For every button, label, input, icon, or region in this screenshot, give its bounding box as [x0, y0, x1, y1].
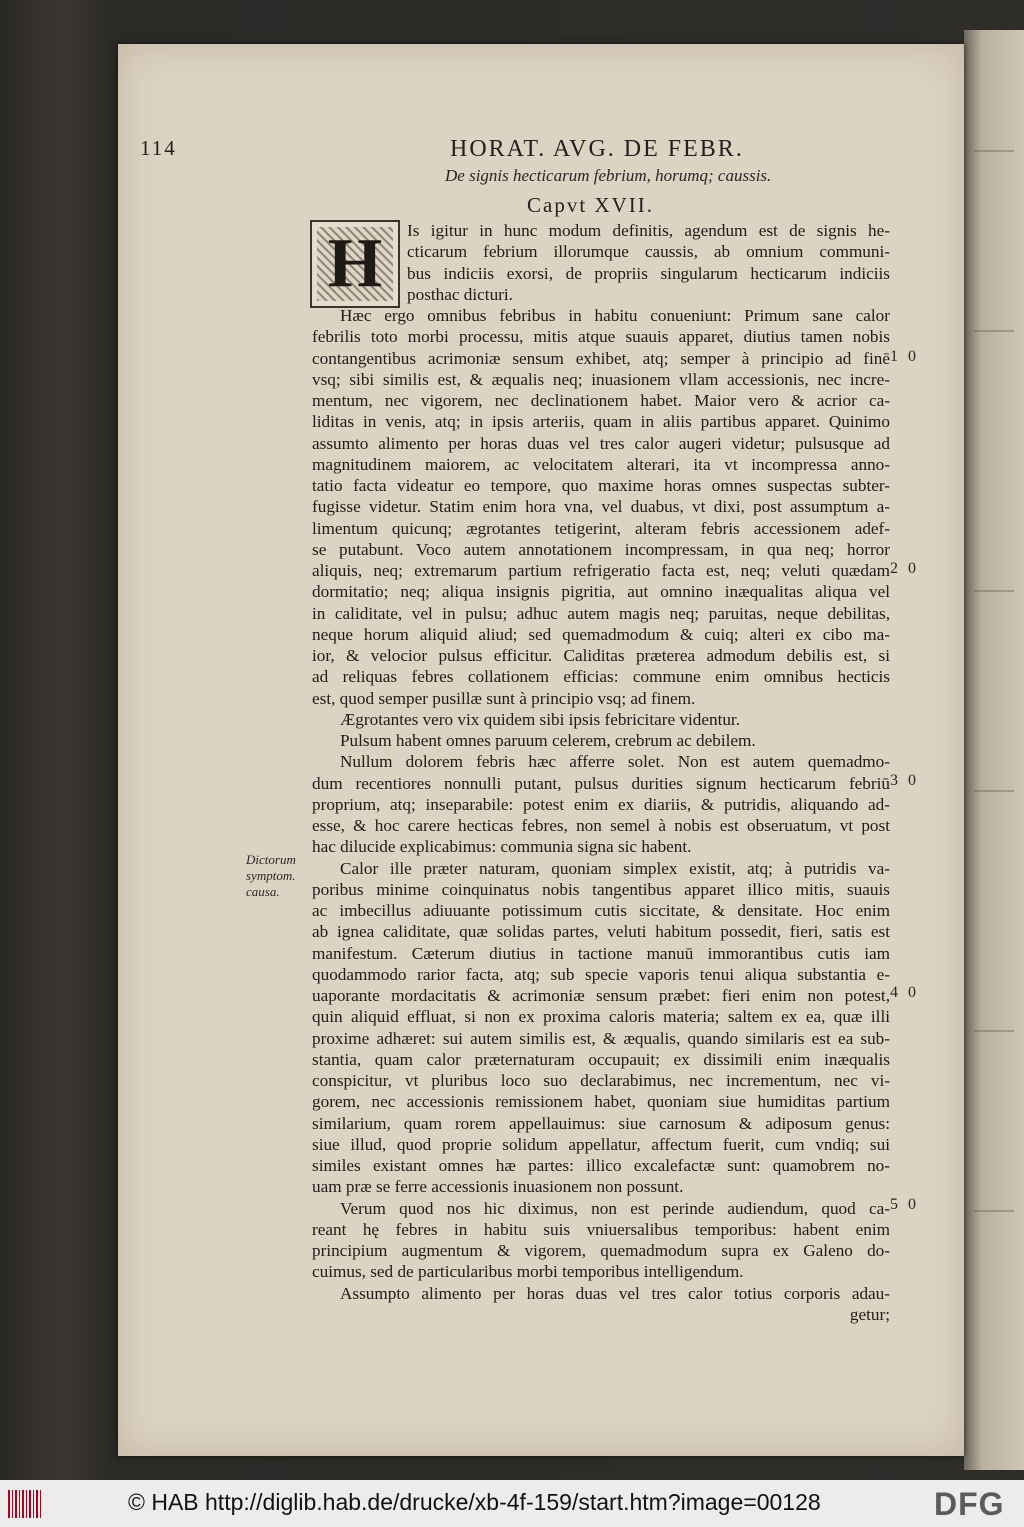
text-line: Calor ille præter naturam, quoniam simplex existit, atq; à putridis va-: [340, 858, 890, 878]
dfg-logo: DFG: [934, 1486, 1005, 1522]
text-line: ad reliquas febres collationem efficias: commune enim omnibus hecticis: [312, 667, 890, 687]
copyright-link[interactable]: © HAB http://diglib.hab.de/drucke/xb-4f-159/start.htm?image=00128: [128, 1489, 821, 1515]
text-line: Ægrotantes vero vix quidem sibi ipsis febricitare videntur.: [340, 709, 741, 729]
margin-side-note: [246, 852, 316, 900]
hab-barcode-icon: [8, 1490, 42, 1518]
text-line: neque horum aliquid aliud; sed quemadmodum & cuiq; alteri ex cibo ma-: [312, 624, 890, 644]
text-line: assumto alimento per horas duas vel tres calor augeri videtur; pulsusque ad: [312, 433, 890, 453]
side-note-line: symptom.: [246, 868, 296, 883]
text-line: similes existant omnes hæ partes: illico excalefactæ sunt: quamobrem no-: [312, 1156, 890, 1175]
text-line: stantia, quam calor præternaturam occupauit; ex dissimili enim inæqualis: [312, 1049, 890, 1069]
text-line: mentum, nec vigorem, nec declinationem habet. Maior vero & acrior ca-: [312, 391, 890, 410]
text-line: contangentibus acrimoniæ sensum exhibet, atq; semper à principio ad finē: [312, 348, 890, 368]
text-line: proprium, atq; inseparabile: potest enim ex diariis, & putridis, aliquando ad-: [312, 794, 890, 814]
text-line: liditas in venis, atq; in ipsis arteriis, quam in aliis partibus apparet. Quinimo: [312, 412, 890, 432]
facing-page-edge: [964, 30, 1024, 1470]
text-line: in caliditate, vel in pulsu; adhuc autem magis neq; paruitas, neque debilitas,: [312, 603, 890, 623]
text-line: Is igitur in hunc modum definitis, agendum est de signis he-: [407, 221, 890, 240]
running-title: HORAT. AVG. DE FEBR.: [450, 136, 744, 162]
text-line: reant hę febres in habitu suis vniuersalibus temporibus: habent enim: [312, 1219, 890, 1239]
line-number-10: 1 0: [890, 348, 919, 365]
text-line: se putabunt. Voco autem annotationem incompressam, in qua neq; horror: [312, 539, 890, 559]
text-line: uaporante mordacitatis & acrimoniæ sensum præbet: fieri enim non potest,: [312, 986, 890, 1005]
text-line: magnitudinem maiorem, ac velocitatem alterari, ita vt incompressa anno-: [312, 454, 890, 474]
text-line: Assumpto alimento per horas duas vel tres calor totius corporis adau-: [340, 1283, 890, 1303]
line-number-50: 5 0: [890, 1196, 919, 1213]
text-line: uam præ se ferre accessionis inuasionem non possunt.: [312, 1177, 684, 1197]
text-line: ior, & velocior pulsus efficitur. Caliditas præterea admodum debilis est, si: [312, 646, 890, 665]
text-line: dum recentiores nonnulli putant, pulsus durities signum hecticarum febriū: [312, 773, 890, 793]
side-note-line: causa.: [246, 884, 280, 899]
text-line: poribus minime coinquinatus nobis tangentibus apparet illico mitis, suauis: [312, 879, 890, 899]
footer-bar: [0, 1480, 1024, 1527]
text-line: febrilis toto morbi processu, mitis atque suauis apparet, diutius tamen nobis: [312, 327, 890, 347]
text-line: conspicitur, vt pluribus loco suo declarabimus, nec incrementum, nec vi-: [312, 1071, 890, 1090]
side-note-line: Dictorum: [246, 852, 296, 867]
text-line: getur;: [849, 1304, 890, 1324]
text-line: cuimus, sed de particularibus morbi temporibus intelligendum.: [312, 1262, 744, 1282]
text-line: Pulsum habent omnes paruum celerem, crebrum ac debilem.: [340, 731, 756, 750]
chapter-subtitle: De signis hecticarum febrium, horumq; caussis.: [445, 166, 772, 185]
body-text: [312, 220, 890, 1325]
text-line: dormitatio; neq; aliqua insignis pigritia, aut omnino inæqualitas aliqua vel: [312, 582, 890, 602]
initial-letter: H: [327, 225, 383, 302]
text-line: vsq; sibi similis est, & æqualis neq; inuasionem vllam accessionis, nec incre-: [312, 369, 890, 389]
text-line: ab ignea caliditate, quæ solidas partes, veluti habitum possedit, fieri, satis est: [312, 922, 890, 942]
text-line: quodammodo rarior facta, atq; sub specie vaporis tenui aliqua substantia e-: [312, 964, 890, 984]
text-line: cticarum febrium illorumque caussis, ab omnium communi-: [407, 242, 890, 262]
text-line: limentum quicunq; ægrotantes tetigerint, alteram febris accessionem adef-: [312, 518, 890, 538]
text-line: fugisse videtur. Statim enim hora vna, vel duabus, vt dixi, post assumptum a-: [312, 497, 890, 517]
text-line: gorem, nec accessionis remissionem habet, quoniam siue humiditas partium: [312, 1092, 890, 1112]
text-line: similarium, quam rorem appellauimus: siue carnosum & adiposum genus:: [312, 1113, 890, 1133]
text-line: proxime adhæret: sui autem similis est, & æqualis, quando similaris est ea sub-: [312, 1028, 890, 1048]
text-line: est, quod semper pusillæ sunt à principio vsq; ad finem.: [312, 688, 696, 708]
line-number-20: 2 0: [890, 560, 919, 577]
text-line: siue illud, quod proprie solidum appellatur, affectum fuerit, cum vndiq; sui: [312, 1134, 890, 1154]
text-line: Nullum dolorem febris hæc afferre solet. Non est autem quemadmo-: [340, 752, 890, 772]
text-line: tatio facta videatur eo tempore, quo maxime horas omnes suspectas subter-: [312, 476, 890, 495]
text-line: Verum quod nos hic diximus, non est perinde audiendum, quod ca-: [340, 1198, 890, 1218]
line-number-30: 3 0: [890, 772, 919, 789]
line-number-40: 4 0: [890, 984, 919, 1001]
text-line: principium augmentum & vigorem, quemadmodum supra ex Galeno do-: [312, 1241, 890, 1260]
text-line: bus indiciis exorsi, de propriis singularum hecticarum indiciis: [407, 263, 890, 283]
text-line: ac imbecillus adiuuante potissimum cutis siccitate, & densitate. Hoc enim: [312, 901, 890, 920]
chapter-heading: Capvt XVII.: [527, 193, 654, 217]
text-line: Hæc ergo omnibus febribus in habitu conueniunt: Primum sane calor: [340, 306, 890, 325]
text-line: hac dilucide explicabimus: communia signa sic habent.: [312, 837, 692, 857]
text-line: manifestum. Cæterum diutius in tactione manuū immorantibus cutis iam: [312, 943, 890, 963]
text-line: quin aliquid effluat, si non ex proxima caloris materia; saltem ex ea, quæ illi: [312, 1007, 890, 1027]
text-line: posthac dicturi.: [407, 284, 513, 304]
text-line: esse, & hoc carere hecticas febres, non semel à nobis est obseruatum, vt post: [312, 816, 890, 835]
folio-number: 114: [140, 136, 177, 160]
text-line: aliquis, neq; extremarum partium refrigeratio facta est, neq; veluti quædam: [312, 561, 890, 580]
